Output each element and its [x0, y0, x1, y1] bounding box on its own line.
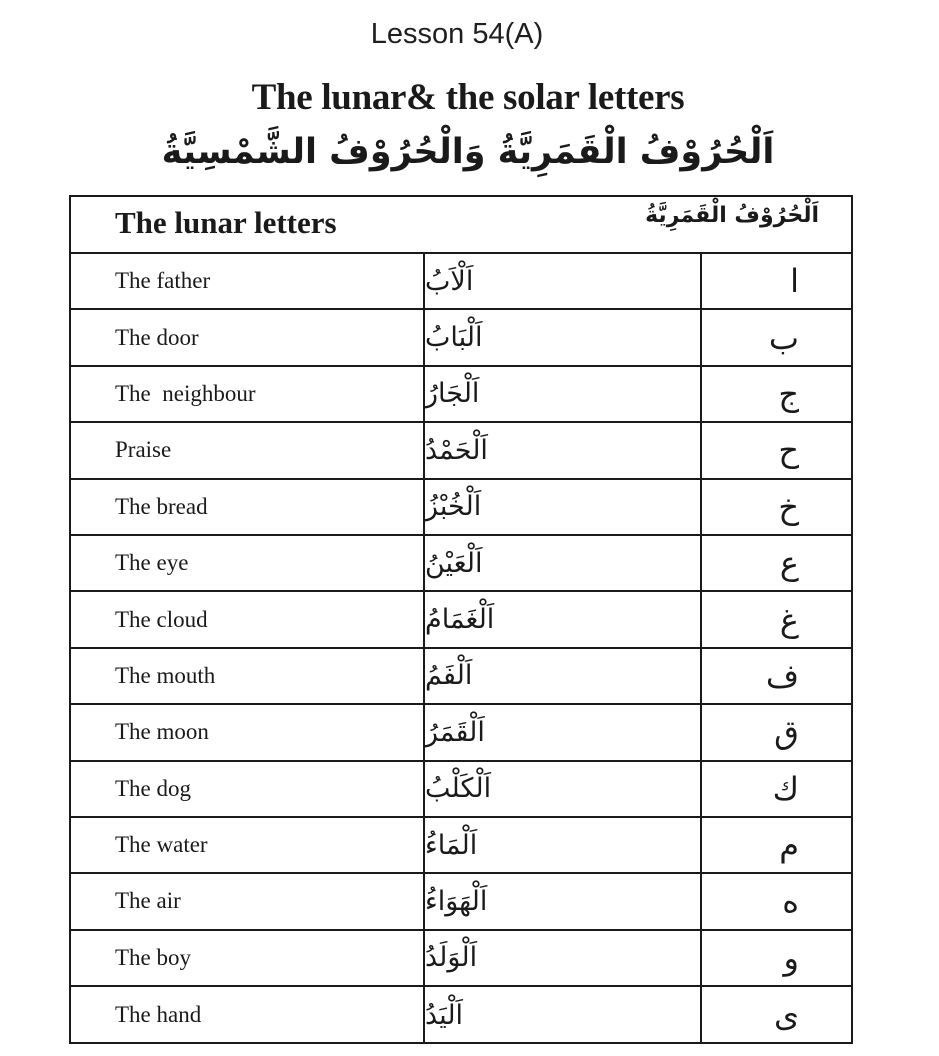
- english-meaning: The water: [115, 832, 208, 858]
- lunar-letter: ه: [782, 882, 799, 921]
- table-header-english: The lunar letters: [115, 205, 337, 240]
- table-row: [71, 254, 851, 310]
- arabic-word: اَلْحَمْدُ: [423, 423, 702, 477]
- table-header: [71, 197, 851, 254]
- english-meaning: The mouth: [115, 662, 216, 688]
- table-row: [71, 705, 851, 761]
- english-meaning: The father: [115, 268, 211, 294]
- english-meaning: The eye: [115, 550, 189, 576]
- arabic-word: اَلْهَوَاءُ: [423, 874, 702, 928]
- english-meaning: Praise: [115, 437, 172, 463]
- lunar-letter: ا: [790, 262, 799, 301]
- table-row: [71, 592, 851, 648]
- arabic-word: اَلْغَمَامُ: [423, 592, 702, 646]
- arabic-word: اَلْيَدُ: [423, 987, 702, 1043]
- lunar-letter: ك: [772, 769, 799, 808]
- arabic-word: اَلْاَبُ: [423, 254, 702, 308]
- table-row: [71, 818, 851, 874]
- lunar-letter: ج: [778, 374, 799, 413]
- lunar-letter: غ: [779, 600, 799, 639]
- arabic-word: اَلْوَلَدُ: [423, 931, 702, 985]
- arabic-word: اَلْقَمَرُ: [423, 705, 702, 759]
- english-meaning: The cloud: [115, 606, 208, 632]
- lunar-letter: ب: [768, 318, 799, 357]
- lunar-letter: ح: [778, 431, 799, 470]
- english-meaning: The moon: [115, 719, 209, 745]
- arabic-word: اَلْمَاءُ: [423, 818, 702, 872]
- table-row: [71, 480, 851, 536]
- table-row: [71, 987, 851, 1043]
- lunar-letter: ع: [779, 544, 799, 583]
- english-meaning: The air: [115, 888, 181, 914]
- table-row: [71, 536, 851, 592]
- english-meaning: The neighbour: [115, 380, 256, 406]
- arabic-word: اَلْجَارُ: [423, 367, 702, 421]
- lunar-letter: ق: [774, 713, 799, 752]
- lunar-letter: ف: [765, 656, 799, 695]
- table-body: [71, 254, 851, 1043]
- english-meaning: The hand: [115, 1002, 202, 1028]
- page-title-english: The lunar& the solar letters: [251, 77, 685, 118]
- lunar-letter: و: [783, 938, 799, 977]
- table-row: [71, 423, 851, 479]
- lesson-label: Lesson 54(A): [370, 18, 544, 50]
- english-meaning: The door: [115, 324, 199, 350]
- table-row: [71, 762, 851, 818]
- table-row: [71, 931, 851, 987]
- lunar-letter: م: [779, 826, 799, 865]
- arabic-word: اَلْخُبْزُ: [423, 480, 702, 534]
- table-header-arabic: اَلْحُرُوْفُ الْقَمَرِيَّةُ: [645, 203, 819, 228]
- arabic-word: اَلْفَمُ: [423, 649, 702, 703]
- arabic-word: اَلْعَيْنُ: [423, 536, 702, 590]
- arabic-word: اَلْبَابُ: [423, 310, 702, 364]
- arabic-word: اَلْكَلْبُ: [423, 762, 702, 816]
- table-row: [71, 310, 851, 366]
- page-title-arabic: اَلْحُرُوْفُ الْقَمَرِيَّةُ وَالْحُرُوْفُ الشَّمْسِيَّةُ: [161, 132, 775, 172]
- lunar-letters-table: [69, 195, 853, 1044]
- lunar-letter: خ: [778, 487, 799, 526]
- lunar-letter: ى: [773, 996, 799, 1035]
- english-meaning: The boy: [115, 944, 192, 970]
- english-meaning: The dog: [115, 775, 192, 801]
- table-row: [71, 649, 851, 705]
- table-row: [71, 367, 851, 423]
- table-row: [71, 874, 851, 930]
- english-meaning: The bread: [115, 493, 208, 519]
